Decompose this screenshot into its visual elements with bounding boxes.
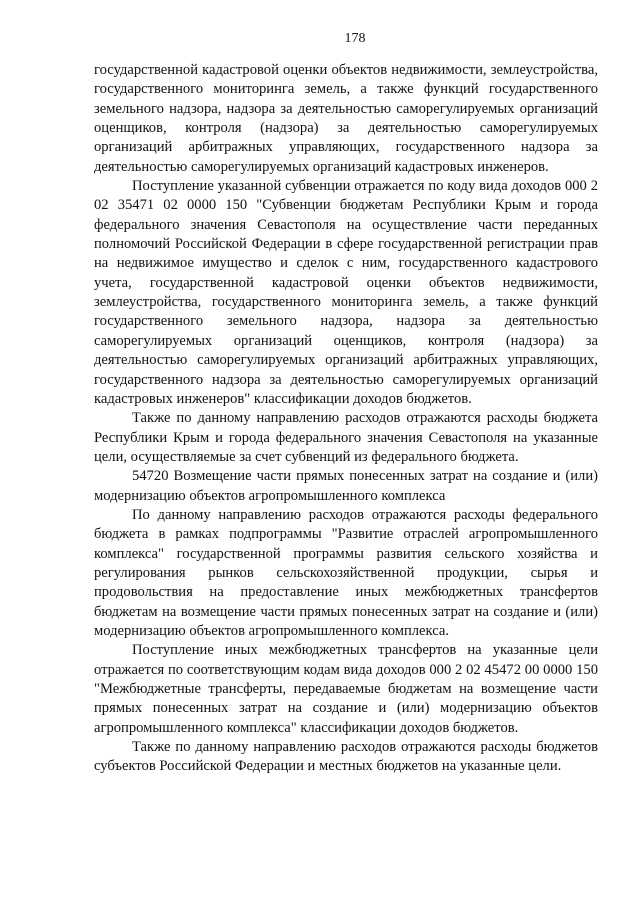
- paragraph-transfers-receipt: Поступление иных межбюджетных трансфертов на указанные цели отражается по соответствующим кодам вида доходов 000 2 02 45472 00 0000 150 "Межбюджетные трансферты, передаваемые бюджетам на возмещение части прямых понесенных затрат на создание и (или) модернизацию объектов агропромышленного комплекса" классификации доходов бюджетов.: [94, 642, 598, 736]
- paragraph-subvention-receipt: Поступление указанной субвенции отражается по коду вида доходов 000 2 02 35471 02 0000 150 "Субвенции бюджетам Республики Крым и города федерального значения Севастополя на осуществление части переданных полномочий Российской Федерации в сфере государственной регистрации прав на недвижимое имущество и сделок с ним, государственного кадастрового учета, государственной кадастровой оценки объектов недвижимости, землеустройства, государственного мониторинга земель, а также функций государственного земельного надзора, надзора за деятельностью саморегулируемых организаций оценщиков, контроля (надзора) за деятельностью саморегулируемых организаций арбитражных управляющих, государственного надзора за деятельностью саморегулируемых организаций кадастровых инженеров" классификации доходов бюджетов.: [94, 178, 598, 407]
- document-page: [94, 30, 598, 777]
- paragraph-crimea-expenses: Также по данному направлению расходов отражаются расходы бюджета Республики Крым и города федерального значения Севастополя на указанные цели, осуществляемые за счет субвенций из федерального бюджета.: [94, 410, 598, 465]
- paragraph-federal-expenses: По данному направлению расходов отражаются расходы федерального бюджета в рамках подпрограммы "Развитие отраслей агропромышленного комплекса" государственной программы развития сельского хозяйства и регулирования рынков сельскохозяйственной продукции, сырья и продовольствия на предоставление иных межбюджетных трансфертов бюджетам на возмещение части прямых понесенных затрат на создание и (или) модернизацию объектов агропромышленного комплекса.: [94, 506, 598, 639]
- paragraph-regional-expenses: Также по данному направлению расходов отражаются расходы бюджетов субъектов Российской Федерации и местных бюджетов на указанные цели.: [94, 739, 598, 775]
- page-number: 178: [344, 31, 366, 46]
- section-heading-54720: 54720 Возмещение части прямых понесенных затрат на создание и (или) модернизацию объектов агропромышленного комплекса: [94, 468, 598, 504]
- paragraph-continuation: государственной кадастровой оценки объектов недвижимости, землеустройства, государственного мониторинга земель, а также функций государственного земельного надзора, надзора за деятельностью саморегулируемых организаций оценщиков, контроля (надзора) за деятельностью саморегулируемых организаций арбитражных управляющих, государственного надзора за деятельностью саморегулируемых организаций кадастровых инженеров.: [94, 62, 598, 175]
